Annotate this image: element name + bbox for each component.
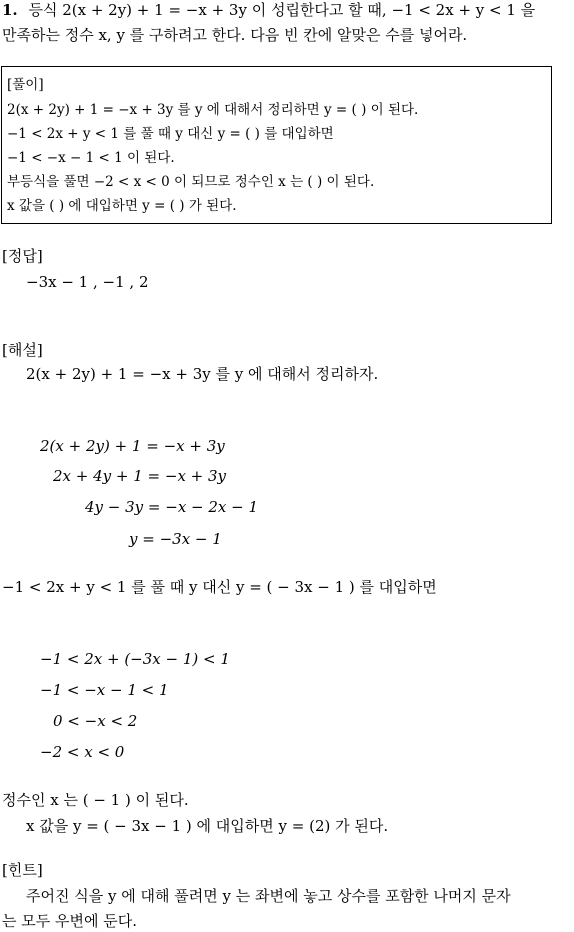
equation-step: 2x + 4y + 1 = −x + 3y <box>53 467 227 485</box>
inequality-step: 0 < −x < 2 <box>53 712 138 730</box>
answer-text: −3x − 1 , −1 , 2 <box>26 273 149 291</box>
hint-line-2: 는 모두 우변에 둔다. <box>2 912 137 930</box>
solution-heading: [풀이] <box>7 77 44 93</box>
inequality-step: −2 < x < 0 <box>40 743 125 761</box>
equation-step: 4y − 3y = −x − 2x − 1 <box>85 498 259 516</box>
equation-step: 2(x + 2y) + 1 = −x + 3y <box>40 437 225 455</box>
problem-line-2: 만족하는 정수 x, y 를 구하려고 한다. 다음 빈 칸에 알맞은 수를 넣어라. <box>2 26 468 44</box>
inequality-step: −1 < 2x + (−3x − 1) < 1 <box>40 650 230 668</box>
problem-number: 1. <box>2 1 18 19</box>
answer-heading: [정답] <box>2 247 43 265</box>
problem-text-1: 등식 2(x + 2y) + 1 = −x + 3y 이 성립한다고 할 때, −1 < 2x + y < 1 을 <box>28 1 536 19</box>
solution-box <box>1 66 552 224</box>
explanation-intro: 2(x + 2y) + 1 = −x + 3y 를 y 에 대해서 정리하자. <box>26 365 379 383</box>
problem-line-1 <box>2 0 535 20</box>
solution-line-5: x 값을 ( ) 에 대입하면 y = ( ) 가 된다. <box>7 198 237 214</box>
solution-line-4: 부등식을 풀면 −2 < x < 0 이 되므로 정수인 x 는 ( ) 이 된다. <box>7 174 375 190</box>
hint-line-1: 주어진 식을 y 에 대해 풀려면 y 는 좌변에 놓고 상수를 포함한 나머지 문자 <box>26 887 511 905</box>
equation-step: y = −3x − 1 <box>129 530 222 548</box>
hint-heading: [힌트] <box>2 861 43 879</box>
explanation-substitute: −1 < 2x + y < 1 를 풀 때 y 대신 y = ( − 3x − 1 ) 를 대입하면 <box>2 578 437 596</box>
inequality-step: −1 < −x − 1 < 1 <box>40 681 169 699</box>
explanation-integer-x: 정수인 x 는 ( − 1 ) 이 된다. <box>2 791 189 809</box>
solution-line-1: 2(x + 2y) + 1 = −x + 3y 를 y 에 대해서 정리하면 y = ( ) 이 된다. <box>7 102 419 118</box>
solution-line-3: −1 < −x − 1 < 1 이 된다. <box>7 150 175 166</box>
solution-line-2: −1 < 2x + y < 1 를 풀 때 y 대신 y = ( ) 를 대입하면 <box>7 126 334 142</box>
explanation-heading: [해설] <box>2 341 43 359</box>
explanation-final-y: x 값을 y = ( − 3x − 1 ) 에 대입하면 y = (2) 가 된다. <box>26 817 389 835</box>
